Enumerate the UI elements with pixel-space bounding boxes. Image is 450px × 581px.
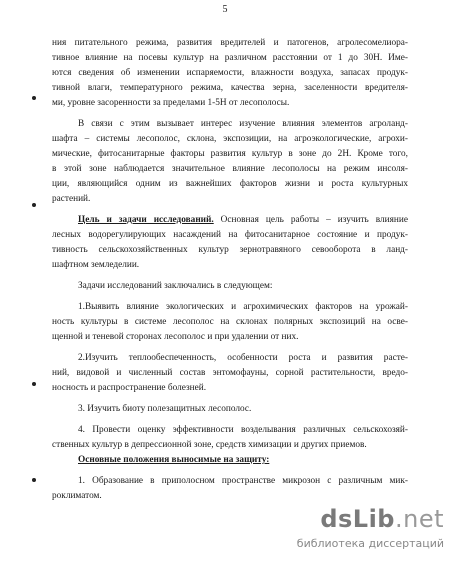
document-body: [52, 36, 408, 504]
text-line: шафта – системы лесополос, склона, экспозиции, на агроэкологические, агрохи-: [52, 134, 408, 144]
text-line: мические, фитосанитарные факторы развития культур в зоне до 2Н. Кроме того,: [52, 149, 408, 159]
text-line: тивное влияние на посевы культур на различном расстоянии от 1 до 30Н. Име-: [52, 53, 408, 63]
goal-text: Основная цель работы – изучить влияние: [213, 215, 408, 225]
watermark: [296, 505, 448, 575]
text-line: ственных культур в депрессионной зоне, средств химизации и других приемов.: [52, 440, 367, 450]
text-line: тивной влаги, температурного режима, качества зерна, заселенности вредителя-: [52, 83, 408, 93]
margin-bullet-3: [32, 382, 36, 386]
text-line: растений.: [52, 194, 91, 204]
text-line: щенной и теневой сторонах лесополос и при удалении от них.: [52, 332, 299, 342]
text-line: 3. Изучить биоту полезащитных лесополос.: [78, 404, 252, 414]
watermark-logo: [320, 505, 444, 533]
watermark-brand: dsLib: [320, 505, 395, 533]
provisions-heading: Основные положения выносимые на защиту:: [78, 455, 270, 465]
text-line: 2.Изучить теплообеспеченность, особенности роста и развития расте-: [78, 353, 408, 363]
margin-bullet-2: [32, 203, 36, 207]
text-line: ми, уровне засоренности за пределами 1-5Н от лесополосы.: [52, 98, 290, 108]
goal-line: [52, 213, 408, 228]
text-line: лесных водорегулирующих насаждений на фитосанитарное состояние и продук-: [52, 230, 408, 240]
text-line: В связи с этим вызывает интерес изучение влияния элементов агроланд-: [78, 119, 408, 129]
text-line: 4. Провести оценку эффективности возделывания различных сельскохозяй-: [78, 425, 408, 435]
provisions-heading-line: [52, 453, 408, 468]
watermark-tagline: библиотека диссертаций: [296, 537, 444, 550]
text-line: шафтном земледелии.: [52, 260, 140, 270]
text-line: Задачи исследований заключались в следующем:: [78, 281, 273, 291]
goal-heading: Цель и задачи исследований.: [78, 215, 214, 225]
margin-bullet-1: [32, 96, 36, 100]
text-line: в этой зоне наблюдается значительное влияние лесополосы на режим инсоля-: [52, 164, 408, 174]
text-line: 1. Образование в приполосном пространстве микрозон с различным мик-: [78, 476, 408, 486]
text-line: ются сведения об изменении испаряемости, влажности воздуха, запасах продук-: [52, 68, 408, 78]
text-line: тивность сельскохозяйственных культур зернотравяного севооборота в ланд-: [52, 245, 408, 255]
text-line: ции, являющийся одним из важнейших факторов жизни и роста культурных: [52, 179, 408, 189]
text-line: 1.Выявить влияние экологических и агрохимических факторов на урожай-: [78, 302, 408, 312]
text-line: роклиматом.: [52, 491, 102, 501]
text-line: ний, видовой и численный состав энтомофауны, сорной растительности, вредо-: [52, 368, 408, 378]
text-line: ния питательного режима, развития вредителей и патогенов, агролесомелиора-: [52, 38, 408, 48]
page-number: 5: [222, 4, 228, 15]
text-line: носность и распространение болезней.: [52, 383, 207, 393]
margin-bullet-4: [32, 478, 36, 482]
text-line: ность культуры в системе лесополос на склонах полярных экспозиций на осве-: [52, 317, 408, 327]
watermark-tld: .net: [394, 505, 444, 533]
